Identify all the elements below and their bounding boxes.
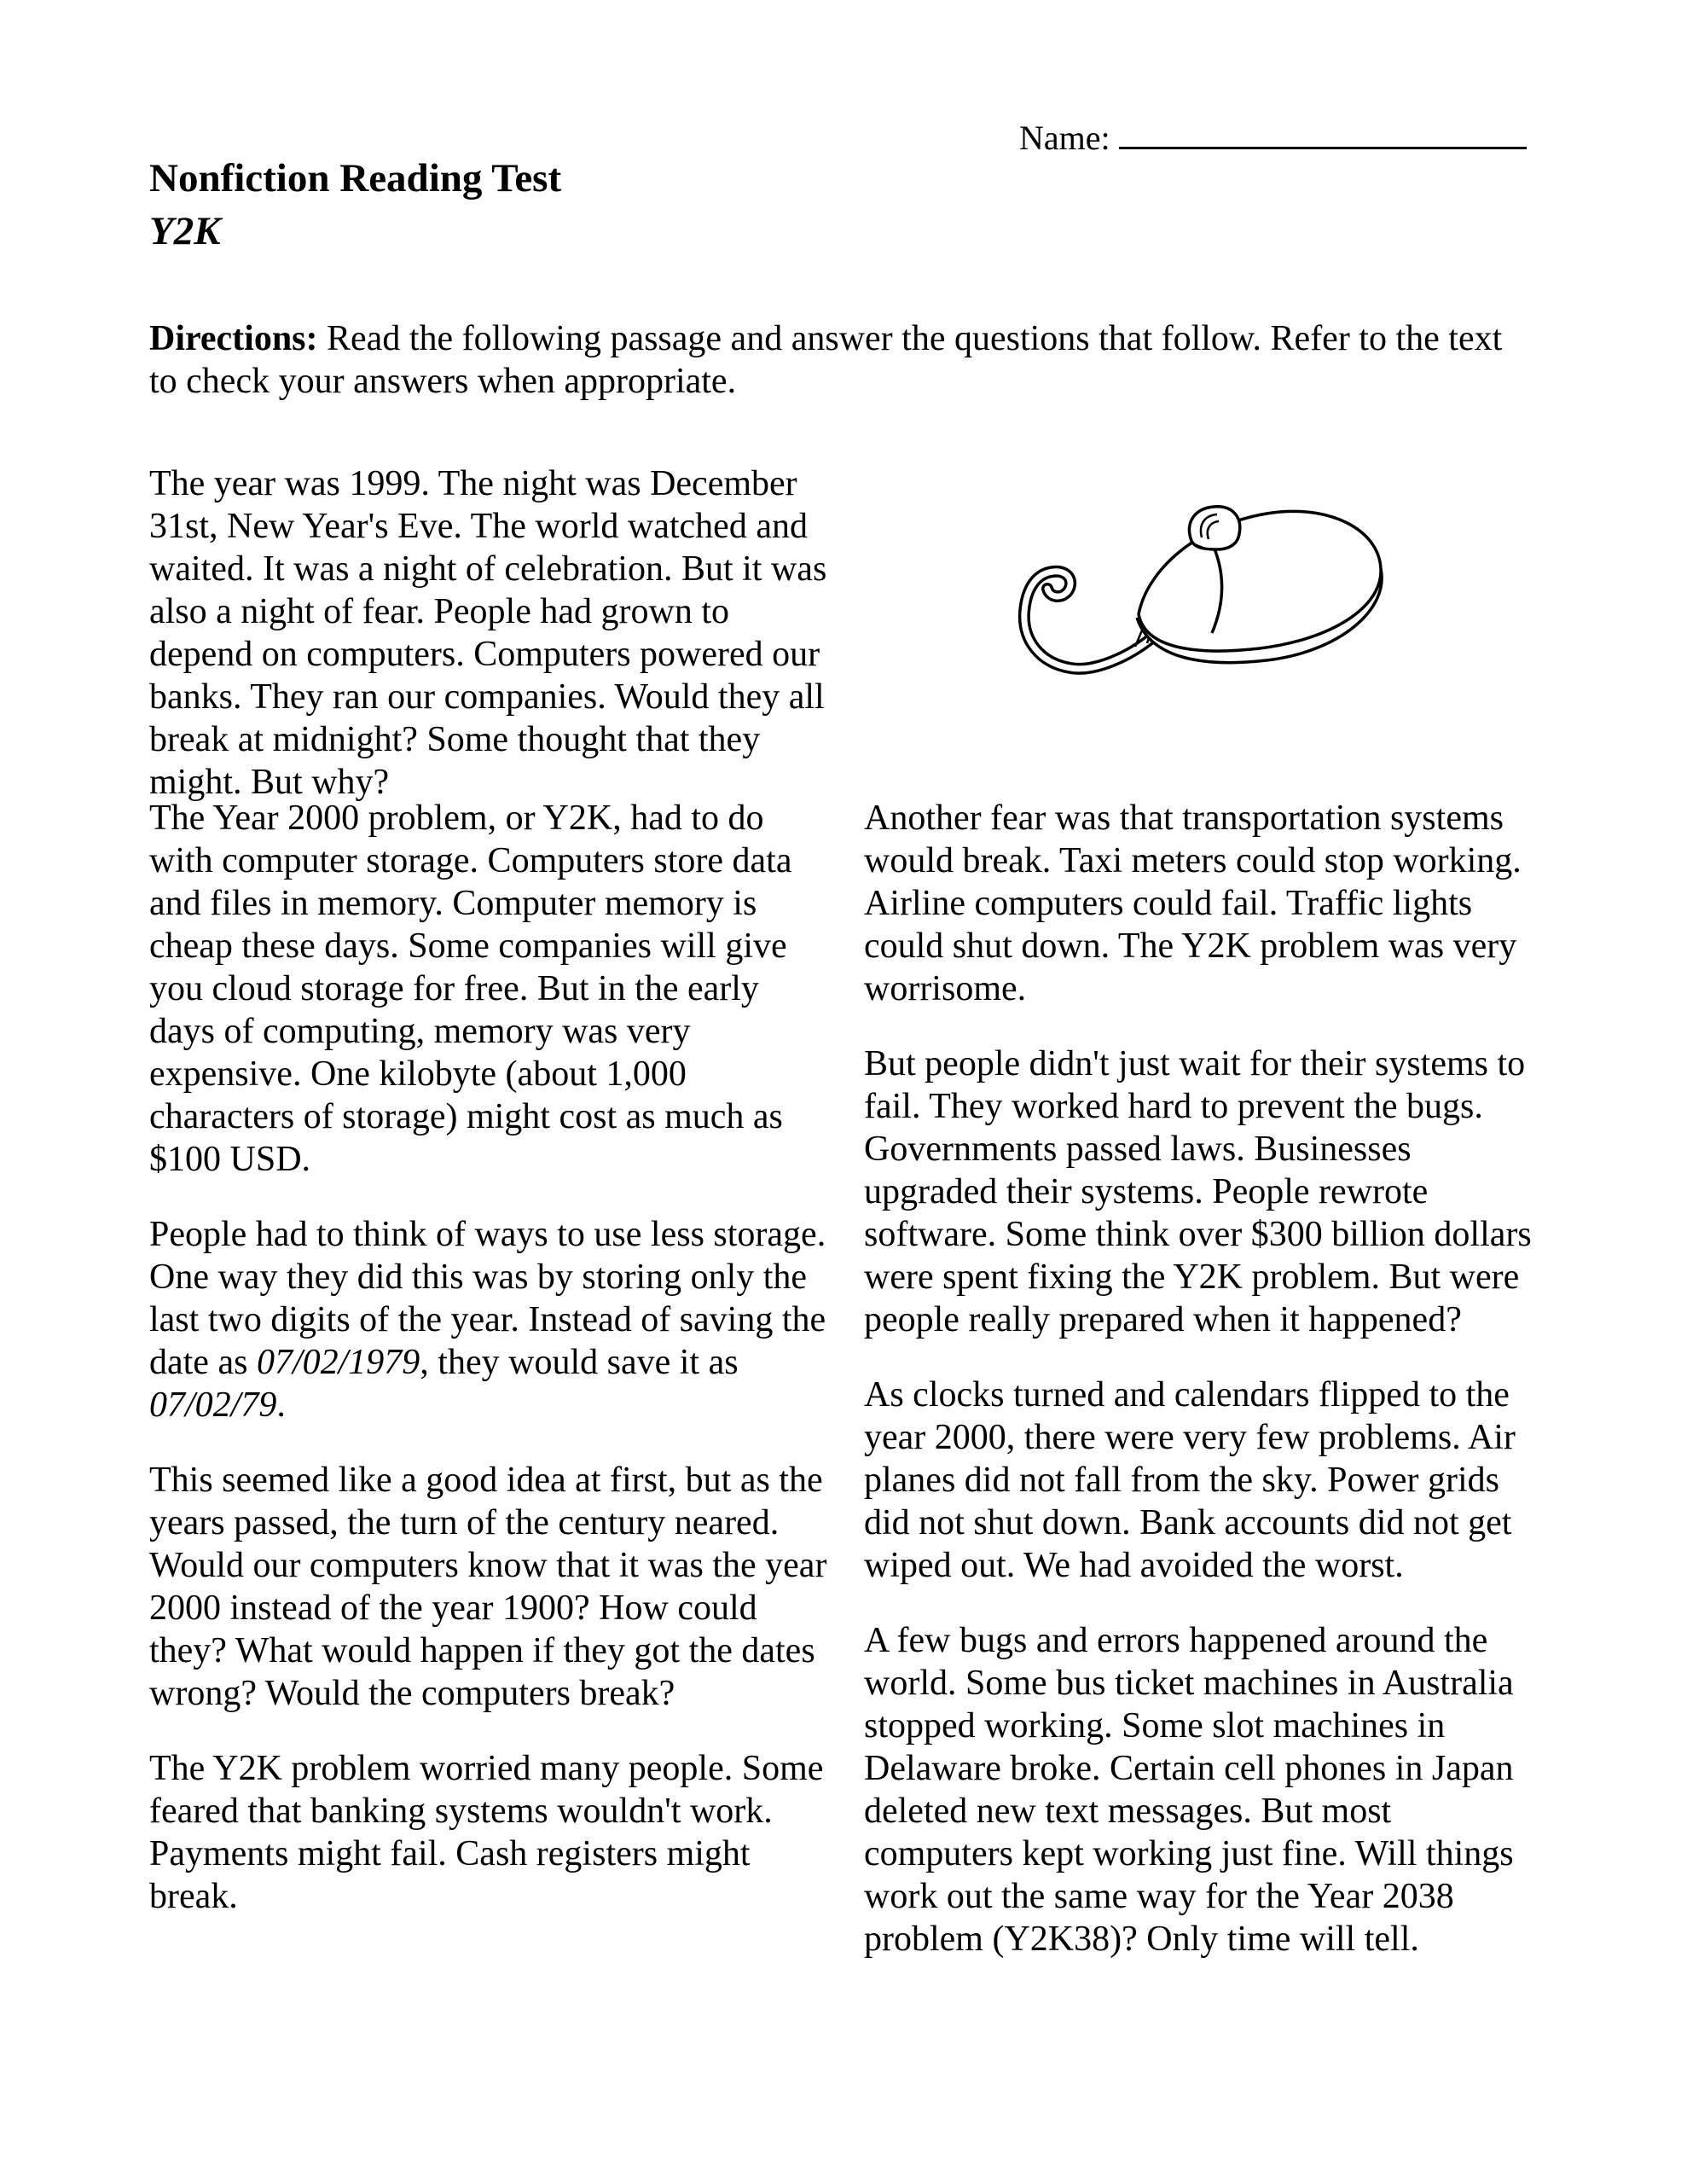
date-paragraph-text: People had to think of ways to use less storage. One way they did this was by storing only the last two digits of the year. Instead of saving the date as bbox=[149, 1215, 826, 1382]
page-subtitle: Y2K bbox=[149, 209, 221, 253]
paragraph-few-problems: As clocks turned and calendars flipped to the year 2000, there were very few problems. Air planes did not fall from the sky. Power grids did not shut down. Bank accounts did not get wiped out. We had avoided the worst. bbox=[864, 1375, 1516, 1585]
paragraph-worried-people: The Y2K problem worried many people. Some feared that banking systems wouldn't work. Payments might fail. Cash registers might break. bbox=[149, 1749, 824, 1916]
directions-text: Read the following passage and answer the questions that follow. Refer to the text to check your answers when appropriate. bbox=[149, 319, 1503, 401]
paragraph-good-idea: This seemed like a good idea at first, but as the years passed, the turn of the century neared. Would our computers know that it was the year 2000 instead of the year 1900? How could they? What would happen if they got the dates wrong? Would the computers break? bbox=[149, 1461, 827, 1713]
paragraph-prevention: But people didn't just wait for their systems to fail. They worked hard to prevent the bugs. Governments passed laws. Businesses upgraded their systems. People rewrote software. Some think over $300 billion dollars were spent fixing the Y2K problem. But were people really prepared when it happened? bbox=[864, 1044, 1532, 1339]
left-column bbox=[149, 797, 832, 1993]
page-title: Nonfiction Reading Test bbox=[149, 156, 562, 200]
date-short-italic: 07/02/79 bbox=[149, 1385, 277, 1425]
paragraph-bugs-errors: A few bugs and errors happened around the world. Some bus ticket machines in Australia stopped working. Some slot machines in Delaware broke. Certain cell phones in Japan deleted new text messages. But most computers kept working just fine. Will things work out the same way for the Year 2038 problem (Y2K38)? Only time will tell. bbox=[864, 1621, 1514, 1959]
name-blank-line[interactable] bbox=[1119, 118, 1527, 149]
date-paragraph-text: . bbox=[276, 1385, 286, 1425]
right-column bbox=[864, 797, 1546, 1993]
paragraph-transportation: Another fear was that transportation systems would break. Taxi meters could stop working. Airline computers could fail. Traffic lights could shut down. The Y2K problem was very worrisome. bbox=[864, 799, 1522, 1008]
paragraph-two-digit-dates bbox=[149, 1213, 832, 1426]
computer-mouse-illustration bbox=[985, 488, 1403, 697]
date-full-italic: 07/02/1979 bbox=[256, 1343, 420, 1382]
mouse-scroll-wheel-icon bbox=[1190, 507, 1240, 549]
passage-columns bbox=[149, 797, 1548, 1993]
directions-label: Directions: bbox=[149, 319, 318, 358]
intro-paragraph: The year was 1999. The night was December 31st, New Year's Eve. The world watched and waited. It was a night of celebration. But it was also a night of fear. People had grown to depend on computers. Computers powered our banks. They ran our companies. Would they all break at midnight? Some thought that they might. But why? bbox=[149, 464, 827, 802]
name-label: Name: bbox=[1019, 119, 1110, 157]
date-paragraph-text: , they would save it as bbox=[420, 1343, 739, 1382]
name-field bbox=[1019, 118, 1527, 159]
paragraph-y2k-storage: The Year 2000 problem, or Y2K, had to do with computer storage. Computers store data and files in memory. Computer memory is cheap these days. Some companies will give you cloud storage for free. But in the early days of computing, memory was very expensive. One kilobyte (about 1,000 characters of storage) might cost as much as $100 USD. bbox=[149, 799, 792, 1179]
directions bbox=[149, 317, 1522, 403]
